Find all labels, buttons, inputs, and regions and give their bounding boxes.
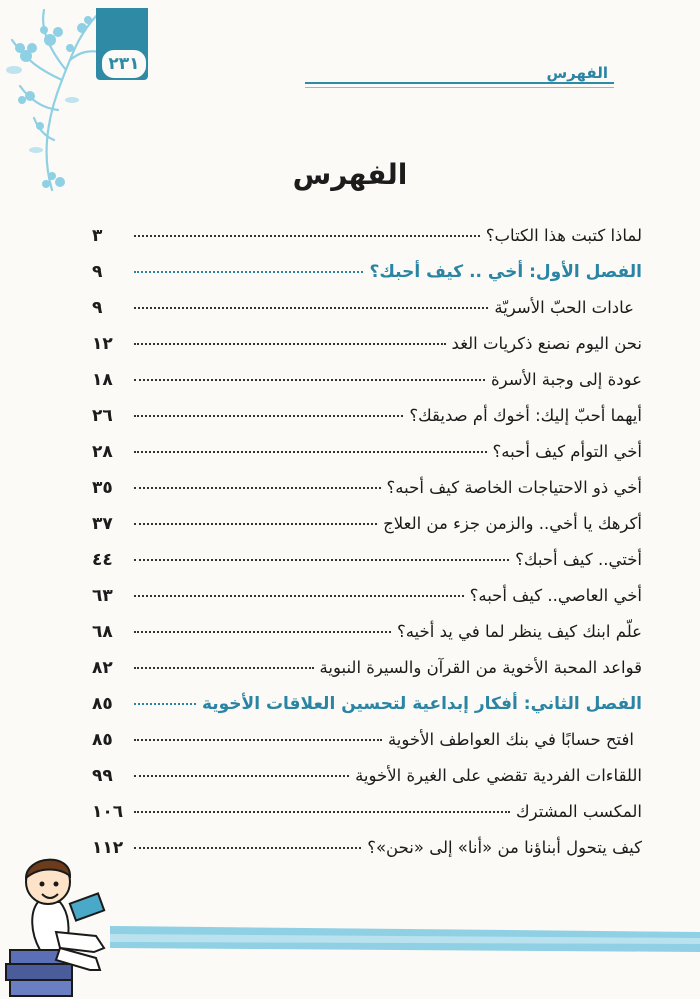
toc-entry-row[interactable] — [92, 442, 642, 478]
toc-dot-leader — [134, 559, 509, 561]
toc-entry-title: عودة إلى وجبة الأسرة — [490, 370, 642, 389]
toc-entry-title: كيف يتحول أبناؤنا من «أنا» إلى «نحن»؟ — [367, 838, 642, 857]
toc-entry-title: اللقاءات الفردية تقضي على الغيرة الأخوية — [355, 766, 642, 785]
toc-dot-leader — [134, 739, 382, 741]
toc-page-number: ٣٧ — [92, 514, 113, 534]
toc-dot-leader — [134, 307, 488, 309]
toc-dot-leader — [134, 271, 363, 273]
toc-entry-title: المكسب المشترك — [516, 802, 642, 821]
toc-entry-title: أختي.. كيف أحبك؟ — [515, 550, 642, 569]
toc-dot-leader — [134, 343, 446, 345]
toc-dot-leader — [134, 523, 377, 525]
toc-entry-row[interactable] — [92, 478, 642, 514]
toc-page-number: ٦٣ — [92, 586, 113, 606]
toc-dot-leader — [134, 235, 480, 237]
page-number: ٢٣١ — [100, 48, 148, 80]
toc-entry-title: لماذا كتبت هذا الكتاب؟ — [485, 226, 642, 245]
toc-page-number: ٣٥ — [92, 478, 113, 498]
toc-entry-row[interactable] — [92, 298, 642, 334]
toc-dot-leader — [134, 775, 349, 777]
toc-entry-title: نحن اليوم نصنع ذكريات الغد — [451, 334, 642, 353]
toc-chapter-row[interactable] — [92, 694, 642, 730]
toc-entry-row[interactable] — [92, 802, 642, 838]
toc-entry-row[interactable] — [92, 658, 642, 694]
toc-page-number: ١٨ — [92, 370, 113, 390]
toc-page-number: ١٠٦ — [92, 802, 124, 822]
toc-page-number: ٨٥ — [92, 694, 113, 714]
toc-entry-title: أيهما أحبّ إليك: أخوك أم صديقك؟ — [409, 406, 642, 425]
toc-entry-row[interactable] — [92, 550, 642, 586]
toc-dot-leader — [134, 379, 485, 381]
running-header: الفهرس — [546, 64, 608, 82]
toc-page-number: ٨٥ — [92, 730, 113, 750]
toc-entry-row[interactable] — [92, 766, 642, 802]
toc-entry-row[interactable] — [92, 334, 642, 370]
toc-entry-row[interactable] — [92, 226, 642, 262]
toc-page-number: ٨٢ — [92, 658, 113, 678]
table-of-contents — [92, 226, 642, 874]
toc-dot-leader — [134, 703, 196, 705]
toc-page-number: ٢٦ — [92, 406, 113, 426]
header-rule-thin — [305, 87, 614, 88]
toc-page-number: ١٢ — [92, 334, 113, 354]
toc-entry-title: قواعد المحبة الأخوية من القرآن والسيرة النبوية — [319, 658, 642, 677]
toc-entry-title: أخي التوأم كيف أحبه؟ — [492, 442, 642, 461]
toc-page-number: ٩ — [92, 298, 103, 318]
page-title: الفهرس — [292, 158, 408, 191]
toc-dot-leader — [134, 847, 361, 849]
toc-dot-leader — [134, 451, 487, 453]
toc-dot-leader — [134, 415, 403, 417]
toc-entry-title: أكرهك يا أخي.. والزمن جزء من العلاج — [383, 514, 642, 533]
toc-dot-leader — [134, 595, 464, 597]
toc-entry-title: الفصل الأول: أخي .. كيف أحبك؟ — [369, 262, 642, 282]
toc-chapter-row[interactable] — [92, 262, 642, 298]
toc-dot-leader — [134, 667, 314, 669]
toc-page-number: ٢٨ — [92, 442, 113, 462]
toc-entry-row[interactable] — [92, 838, 642, 874]
toc-page-number: ٤٤ — [92, 550, 113, 570]
toc-entry-title: الفصل الثاني: أفكار إبداعية لتحسين العلاقات الأخوية — [201, 694, 642, 714]
toc-dot-leader — [134, 487, 381, 489]
toc-entry-title: افتح حسابًا في بنك العواطف الأخوية — [387, 730, 634, 749]
toc-entry-title: أخي العاصي.. كيف أحبه؟ — [469, 586, 642, 605]
toc-entry-row[interactable] — [92, 586, 642, 622]
toc-entry-title: علّم ابنك كيف ينظر لما في يد أخيه؟ — [396, 622, 642, 641]
boy-on-books-illustration-icon — [0, 832, 140, 999]
toc-entry-title: أخي ذو الاحتياجات الخاصة كيف أحبه؟ — [386, 478, 642, 497]
header-rule — [305, 82, 614, 84]
toc-page-number: ٩٩ — [92, 766, 113, 786]
toc-entry-title: عادات الحبّ الأسريّة — [494, 298, 634, 317]
toc-dot-leader — [134, 631, 391, 633]
toc-entry-row[interactable] — [92, 622, 642, 658]
toc-entry-row[interactable] — [92, 406, 642, 442]
toc-entry-row[interactable] — [92, 514, 642, 550]
toc-page-number: ١١٢ — [92, 838, 124, 858]
toc-entry-row[interactable] — [92, 370, 642, 406]
bottom-decoration-band — [110, 922, 700, 962]
toc-page-number: ٦٨ — [92, 622, 113, 642]
toc-page-number: ٩ — [92, 262, 103, 282]
toc-dot-leader — [134, 811, 510, 813]
toc-entry-row[interactable] — [92, 730, 642, 766]
toc-page-number: ٣ — [92, 226, 103, 246]
